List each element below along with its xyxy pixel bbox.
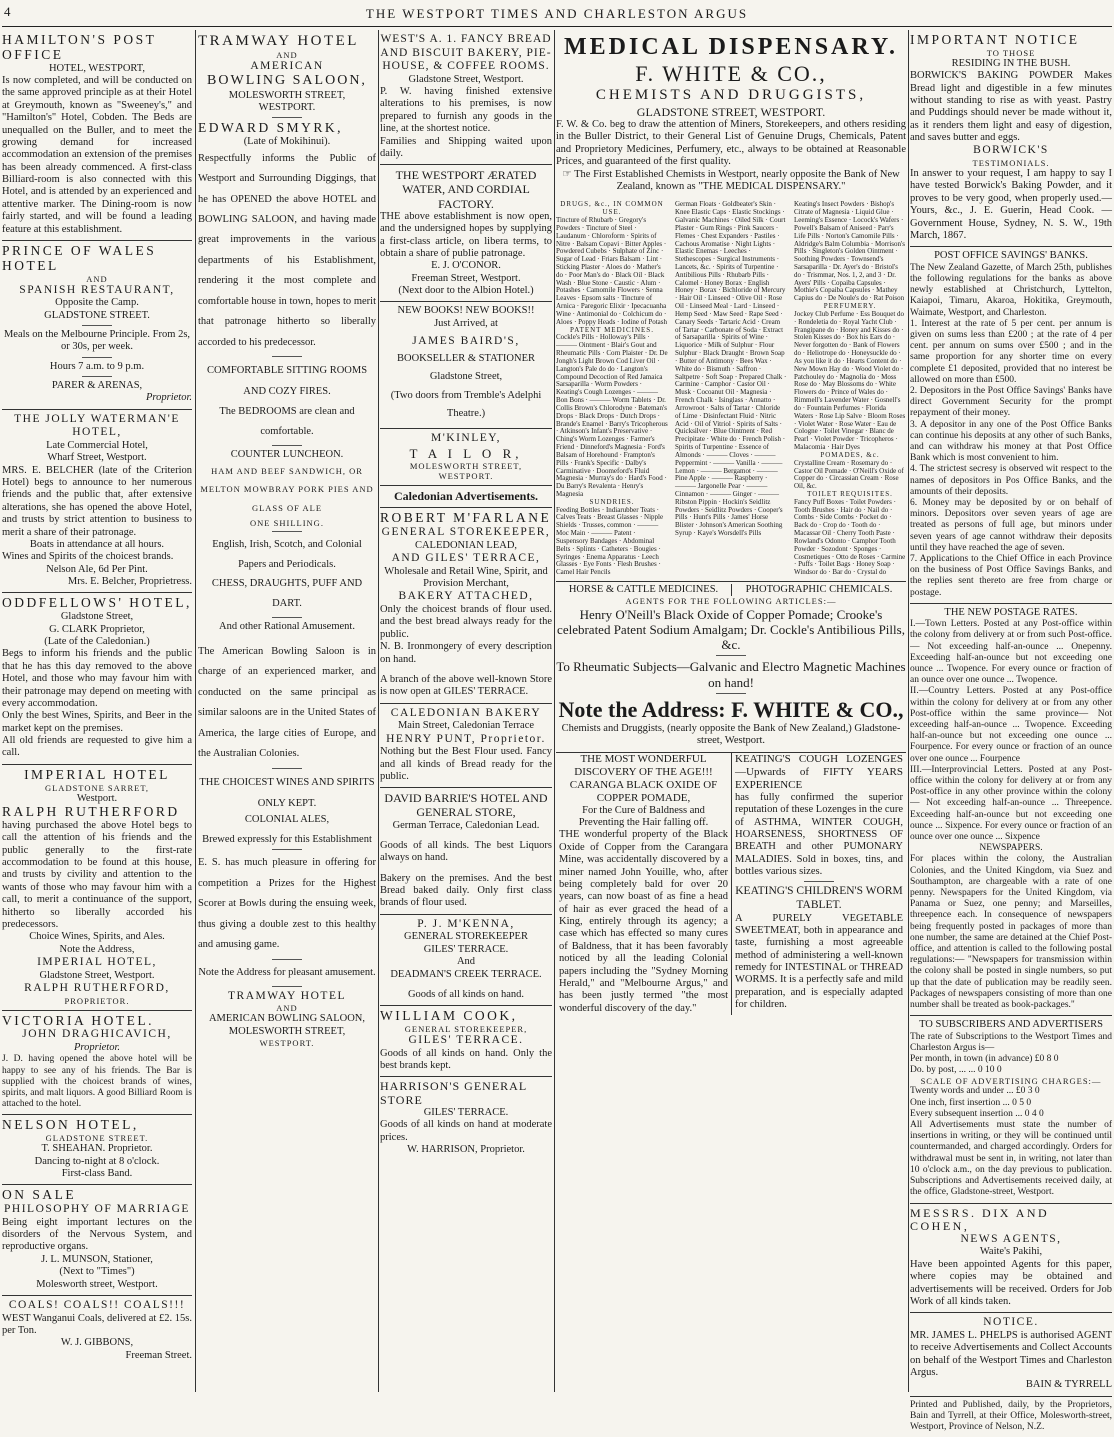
ad-body: MRS. E. BELCHER (late of the Criterion Hotel) begs to announce to her numerous friends and the public that, after extensive alterations, she has opened the above Hotel, and trusts by strict attention to business to merit a share of their patronage. bbox=[2, 464, 192, 538]
ad-title: THE WESTPORT ÆRATED WATER, AND CORDIAL FACTORY. bbox=[395, 168, 537, 211]
ad-line: Gladstone Street, Westport. bbox=[39, 969, 155, 981]
ad-title: ODDFELLOWS' HOTEL, bbox=[2, 595, 192, 611]
ad-title: ROBERT M'FARLANE bbox=[380, 510, 552, 526]
ad-body: 6. Money may be deposited by or on behalf of minors. Depositors over seven years of age are treated as persons of full age, but minors under seven years of age cannot withdraw their deposits until they have reached the age of seven. bbox=[910, 497, 1112, 553]
column-2 bbox=[198, 30, 376, 1392]
ad-line: W. HARRISON, Proprietor. bbox=[407, 1143, 525, 1155]
ad-harrison-store bbox=[380, 1077, 552, 1160]
ad-hamilton-hotel bbox=[2, 30, 192, 241]
ad-body: Bakery on the premises. And the best Bread baked daily. Only first class brands of flour used. bbox=[380, 872, 552, 909]
ad-title: KEATING'S CHILDREN'S WORM TABLET. bbox=[735, 885, 903, 911]
ad-line: Families and Shipping waited upon daily. bbox=[380, 135, 552, 159]
ad-line: T. SHEAHAN. Proprietor. bbox=[41, 1143, 153, 1155]
drug-lists bbox=[556, 201, 906, 577]
ad-body: III.—Interprovincial Letters. Posted at any Post-office within the colony for delivery at or from any Post-office in any other province within the colony— Not exceeding half-an-ounce ... Threepence. Exceeding half-an-ounce but not exceeding one ounce ... Sixpence. For every ounce or fraction of an ounce over one ounce ... Sixpence bbox=[910, 764, 1112, 843]
ad-body: Being eight important lectures on the disorders of the Nervous System, and reproductive organs. bbox=[2, 1216, 192, 1253]
ad-line: BAKERY ATTACHED, bbox=[398, 590, 534, 603]
list-header: DRUGS, &c., IN COMMON USE. bbox=[560, 200, 664, 217]
ad-line: TESTIMONIALS. bbox=[972, 158, 1050, 169]
ad-line: Chemists and Druggists, (nearly opposite the Bank of New Zealand,) Gladstone-street, Westport. bbox=[561, 723, 901, 747]
ad-line: (Next door to the Albion Hotel.) bbox=[398, 285, 534, 297]
ad-line: NEWS AGENTS, bbox=[960, 1232, 1062, 1245]
ad-line: GLADSTONE STREET. bbox=[44, 309, 150, 321]
ad-nelson-hotel bbox=[2, 1115, 192, 1185]
ad-title: THE JOLLY WATERMAN'E HOTEL, bbox=[14, 412, 180, 439]
ad-line: GILES' TERRACE. bbox=[408, 1034, 524, 1047]
ad-line: Main Street, Caledonian Terrace bbox=[397, 720, 535, 732]
masthead: THE WESTPORT TIMES AND CHARLESTON ARGUS bbox=[365, 6, 749, 21]
ad-line: TO THOSE bbox=[986, 47, 1036, 58]
ad-title: MESSRS. DIX AND COHEN, bbox=[910, 1205, 1050, 1233]
ad-body: The rate of Subscriptions to the Westport Times and Charleston Argus is— bbox=[910, 1031, 1112, 1053]
divider bbox=[272, 849, 302, 850]
ad-line: TRAMWAY HOTEL bbox=[228, 989, 346, 1002]
ad-line: Freeman Street. bbox=[125, 1349, 192, 1361]
list-items: Crystalline Cream · Rosemary do · Castor Oil Pomade · O'Neill's Oxide of Copper do · Circassian Cream · Rose Oil, &c. bbox=[794, 458, 904, 491]
section-header: Caledonian Advertisements. bbox=[394, 489, 538, 504]
ad-body: WEST Wanganui Coals, delivered at £2. 15s. per Ton. bbox=[2, 1312, 192, 1336]
ad-line: THE CHOICEST WINES AND SPIRITS ONLY KEPT. bbox=[199, 776, 375, 809]
ad-line: Gladstone Street, bbox=[429, 370, 503, 382]
ad-line bbox=[556, 169, 906, 194]
ad-line: Westport. bbox=[76, 792, 118, 804]
ad-line: AGENTS FOR THE FOLLOWING ARTICLES:— bbox=[625, 596, 837, 607]
list-items: Feeding Bottles · Indiarubber Teats · Calves Teats · Breast Glasses · Nipple Shields · Trusses, common · ——— Moc Main · ——— Patent · Suspensory Bandages · Abdominal Belts · Splints · Catheters · Bougies · Syringes · Enema Apparatus · Leech Glasses · Eye Fonts · Flesh Brushes · Camel Hair Pencils bbox=[556, 505, 664, 577]
page-number: 4 bbox=[4, 4, 11, 19]
ad-line: AMERICAN BOWLING SALOON, bbox=[208, 1013, 366, 1025]
divider bbox=[82, 325, 112, 326]
ad-line: Brewed expressly for this Establishment bbox=[202, 833, 372, 845]
ad-savings-banks bbox=[910, 247, 1112, 603]
ad-line: First-class Band. bbox=[61, 1167, 133, 1179]
divider bbox=[272, 531, 302, 532]
ad-proprietor: JOHN DRAGHICAVICH, bbox=[22, 1028, 172, 1041]
ad-title: CALEDONIAN BAKERY bbox=[390, 706, 542, 719]
ad-body: 3. A depositor in any one of the Post Office Banks can continue his deposits at any other of such Banks, and can withdraw his money at that Post Office Bank which is most convenient to him. bbox=[910, 419, 1112, 464]
ad-body: having purchased the above Hotel begs to call the attention of his friends and the public generally to the first-rate accommodation to be found at this house, and trusts by civility and attention to the wants of those who may favour him with a call, to merit a continuance of the support, hitherto so liberally accorded his predecessors. bbox=[2, 819, 192, 930]
ad-body: 4. The strictest secresy is observed wit respect to the names of depositors in Pos Office Banks, and the amounts of their deposits. bbox=[910, 464, 1112, 497]
ad-title: WILLIAM COOK, bbox=[380, 1008, 518, 1024]
ad-line: Choice Wines, Spirits, and Ales. bbox=[29, 931, 165, 943]
ad-on-sale bbox=[2, 1185, 192, 1296]
ad-line: GILES' TERRACE. bbox=[423, 1106, 509, 1118]
ad-body: All Advertisements must state the number of insertions in writing, or they will be continued until countermanded, and charged accordingly. Orders for withdrawal must be sent in, in writing, not later than 10 o'clock a.m., on the day previous to publication. Subscriptions and Advertisements received daily, at the office, Gladstone-street, Westport. bbox=[910, 1120, 1112, 1198]
ad-line: Dancing to-night at 8 o'clock. bbox=[34, 1155, 160, 1167]
ad-line: PROPRIETOR. bbox=[64, 995, 130, 1006]
ad-title: MEDICAL DISPENSARY. bbox=[564, 34, 898, 60]
ad-line: Only the best Wines, Spirits, and Beer in the market kept on the premises. bbox=[2, 710, 192, 734]
ad-oddfellows-hotel bbox=[2, 593, 192, 764]
ad-line: MOLESWORTH STREET, bbox=[228, 89, 346, 101]
ad-body: The New Zealand Gazette, of March 25th, publishes the following regulations for the banks as above newly established at Christchurch, Lyttelton, Kaiapoi, Timaru, Akaroa, Hokitika, Greymouth, Waimate, Westport, and Charleston. bbox=[910, 262, 1112, 318]
ad-body: In answer to your request, I am happy to say I have tested Borwick's Baking Powder, and it proves to be very good, when properly used.—Yours, &c., J. E. Guerin, Head Cook. —Government House, Sydney, N. S. W., 19th March, 1867. bbox=[910, 168, 1112, 241]
ad-line: GLADSTONE SARRET, bbox=[44, 782, 150, 793]
ad-title: DAVID BARRIE'S HOTEL AND GENERAL STORE, bbox=[384, 791, 548, 820]
ad-title: WEST'S A. 1. FANCY BREAD AND BISCUIT BAKERY, PIE-HOUSE, & COFFEE ROOMS. bbox=[380, 33, 552, 73]
list-header: TOILET REQUISITES. bbox=[807, 490, 893, 498]
ad-keating bbox=[731, 753, 906, 1015]
list-header: PERFUMERY. bbox=[823, 302, 877, 311]
pointing-hand-icon: ☞ bbox=[562, 168, 572, 180]
ad-body: Goods of all kinds on hand. Only the best brands kept. bbox=[380, 1047, 552, 1072]
divider bbox=[82, 376, 112, 377]
ad-title: TO SUBSCRIBERS AND ADVERTISERS bbox=[919, 1019, 1103, 1031]
imprint-text: Printed and Published, daily, by the Proprietors, Bain and Tyrrell, at their Office, Molesworth-street, Westport, Province of Nelson, N.Z. bbox=[910, 1399, 1112, 1433]
ad-line: G. CLARK Proprietor, bbox=[49, 623, 145, 635]
ad-line: JAMES BAIRD'S, bbox=[412, 335, 520, 348]
rate-row: Twenty words and under ... £0 3 0 bbox=[910, 1086, 1040, 1097]
ad-body: P. W. having finished extensive alterations to his premises, is now prepared to furnish any goods in the line, at the shortest notice. bbox=[380, 86, 552, 135]
ad-line: WESTPORT. bbox=[438, 471, 494, 482]
ad-body: BORWICK'S BAKING POWDER Makes Bread light and digestible in a few minutes without standing to rise as with yeast. Pastry and Puddings should never be made without it, as it renders them light and easy of digestion, and saves butter and eggs. bbox=[910, 70, 1112, 144]
column-4 bbox=[556, 30, 906, 1392]
list-items: Keating's Insect Powders · Bishop's Citrate of Magnesia · Liquid Glue · Leeming's Essence · Locock's Wafers · Powell's Balsam of Aniseed · Parr's Life Pills · Norton's Camomile Pills · Aldridge's Balm Columbia · Morrison's Pills · Singleton's Golden Ointment · Soothing Powders · Townsend's Sarsaparilla · Dr. Ayer's do · Bristol's do · Trismmar, Nos. 1, 2, and 3 · Dr. Ayers' Pills · Copaiba Capsules · Mothie's Copaiba Capsules · Mathey Capius do · De Noule's do · Rat Poison bbox=[794, 200, 906, 303]
rate-row: Do. by post, ... ... 0 10 0 bbox=[910, 1065, 1002, 1076]
ad-line: HAM AND BEEF SANDWICH, OR MELTON MOWBRAY PORK PIES AND GLASS OF ALE bbox=[200, 465, 374, 513]
ad-new-books bbox=[380, 302, 552, 429]
ad-title: P. J. M'KENNA, bbox=[417, 917, 515, 930]
ad-line: BORWICK'S bbox=[973, 144, 1049, 157]
ad-body: MR. JAMES L. PHELPS is authorised AGENT to receive Advertisements and Collect Accounts on behalf of the Westport Times and Charleston Argus. bbox=[910, 1329, 1112, 1378]
ad-body: For places within the colony, the Australian Colonies, and the United Kingdom, via Suez and Southampton, are chargeable with a rate of one penny. Newspapers for the United Kingdom, via Panama or Suez, one penny; and Marseilles, threepence each. In consequence of newspapers being frequently posted in packages of more than one number, the same are detained at the Chief Post-office, and attention is called to the following postal regulations:— "Newspapers for transmission within the colony shall be posted in single numbers, so put up that the date of publication may be readily seen. Packages of newspapers consisting of more than one number shall be treated as book-packages." bbox=[910, 854, 1112, 1011]
list-items: Tincture of Rhubarb · Gregory's Powders · Tincture of Steel · Laudanum · Chloroform · Spirits of Nitre · Balsam Copavi · Bitter Apples · Powdered Cubebs · Sulphate of Zinc · Sugar of Lead · Friars Balsam · Lint · Sticking Plaster · Aloes do · Mather's do · Poor Man's do · Black Oil · Black Wash · Blue Stone · Caustic · Alum · Potashes · Camomile Flowers · Senna Leaves · Epsom salts · Tincture of Arnica · Paregoric Elixir · Ipecacuanha Wine · Antimonial do · Colchicum do · Aloes · Poppy Heads · Iodine of Potash bbox=[556, 216, 668, 326]
ad-body: Nothing but the Best Flour used. Fancy and all kinds of Bread ready for the public. bbox=[380, 746, 552, 782]
ad-line: Note the Address: F. WHITE & CO., bbox=[558, 697, 904, 723]
ad-line: WESTPORT. bbox=[259, 1037, 315, 1048]
ad-line: GLADSTONE STREET, WESTPORT. bbox=[636, 104, 826, 119]
imprint bbox=[910, 1397, 1112, 1437]
ad-line: Proprietor. bbox=[146, 392, 192, 404]
ad-line: E. J. O'CONOR. bbox=[431, 260, 501, 272]
ad-medical-dispensary bbox=[556, 30, 906, 753]
caledonian-header bbox=[380, 486, 552, 508]
medicine-footer-row bbox=[556, 581, 906, 596]
ad-title: VICTORIA HOTEL. bbox=[2, 1012, 154, 1028]
ad-line: (Late of the Caledonian.) bbox=[44, 636, 150, 648]
column-divider bbox=[378, 30, 379, 1392]
ad-line: The BEDROOMS are clean and comfortable. bbox=[219, 406, 355, 438]
ad-title: NEW BOOKS! NEW BOOKS!! bbox=[397, 305, 535, 317]
ad-david-barrie bbox=[380, 788, 552, 915]
ad-coals bbox=[2, 1296, 192, 1366]
ad-line: MOLESWORTH STREET, bbox=[228, 1025, 346, 1037]
ad-body: Goods of all kinds. The best Liquors always on hand. bbox=[380, 839, 552, 864]
ad-line: GILES' TERRACE. bbox=[423, 943, 509, 955]
ad-text: The First Established Chemists in Westport, nearly opposite the Bank of New Zealand, known as "THE MEDICAL DISPENSARY." bbox=[574, 168, 900, 192]
ad-line: GENERAL STOREKEEPER, bbox=[404, 1024, 528, 1035]
ad-subscribers bbox=[910, 1016, 1112, 1203]
divider bbox=[272, 768, 302, 769]
ad-line: Wines and Spirits of the choicest brands. bbox=[2, 551, 174, 563]
list-items: Cockle's Pills · Holloway's Pills · ——— Ointment · Blair's Gout and Rheumatic Pills · Corn Plaister · Dr. De Jongh's Light Brown Cod Liver Oil · Langton's Pale do do · Langton's Compound Decoction of Red Jamaica Sarsaparilla · Worm Powders · Keating's Cough Lozenges · ——— Bon Bons · ——— Worm Tablets · Dr. Collis Brown's Chlorodyne · Bateman's Drops · Black Drops · Dutch Drops · Brande's Enamel · Barry's Tricopherous · Atkinson's Infant's Preservative · Ching's Worm Lozenges · Farmer's Friend · Dinneford's Magnesia · Ford's Balsam of Horehound · Frampton's Pills · Frank's Specific · Dalby's Carminative · Doomeford's Fluid Magnesia · Murray's do · Hard's Food · Du Barry's Revalenta · Henry's Magnesia bbox=[556, 333, 668, 498]
ad-line: Gladstone Street, bbox=[60, 611, 134, 623]
ad-line: CHEMISTS AND DRUGGISTS, bbox=[595, 87, 867, 104]
divider bbox=[272, 986, 302, 987]
ad-line: T A I L O R, bbox=[409, 445, 523, 461]
ad-line: RALPH RUTHERFORD, bbox=[24, 981, 170, 994]
ad-imperial-hotel bbox=[2, 765, 192, 1011]
ad-line: PHOTOGRAPHIC CHEMICALS. bbox=[731, 584, 906, 596]
ad-body: 2. Depositors in the Post Office Savings' Banks have direct Government Security for the prompt repayment of their money. bbox=[910, 385, 1112, 419]
column-divider bbox=[908, 30, 909, 1392]
ad-postage-rates bbox=[910, 604, 1112, 1016]
ad-title: THE NEW POSTAGE RATES. bbox=[944, 606, 1078, 618]
ad-body: Only the choicest brands of flour used. and the best bread always ready for the public. bbox=[380, 604, 552, 640]
ad-body: Goods of all kinds on hand at moderate prices. bbox=[380, 1119, 552, 1143]
ad-title: POST OFFICE SAVINGS' BANKS. bbox=[934, 250, 1088, 262]
divider bbox=[272, 445, 302, 446]
drug-list-left bbox=[556, 201, 668, 577]
ad-notice-phelps bbox=[910, 1313, 1112, 1396]
ad-line: COLONIAL ALES, bbox=[244, 813, 330, 825]
ad-line: SCALE OF ADVERTISING CHARGES:— bbox=[920, 1076, 1102, 1087]
drug-list-middle bbox=[675, 201, 787, 577]
ad-line: Wharf Street, Westport. bbox=[47, 452, 147, 464]
ad-proprietor: PARER & ARENAS, bbox=[51, 380, 143, 392]
column-1 bbox=[2, 30, 192, 1392]
ad-line: Goods of all kinds on hand. bbox=[407, 988, 525, 1000]
ad-body: E. S. has much pleasure in offering for competition a Prizes for the Highest Scorer at Bowls during the ensuing week, thus giving a double zest to this healthy and amusing game. bbox=[198, 857, 376, 951]
ad-line: Hours 7 a.m. to 9 p.m. bbox=[49, 360, 145, 372]
ad-line: ONE SHILLING. bbox=[250, 517, 324, 528]
ad-line: AMERICAN bbox=[250, 59, 324, 72]
divider bbox=[272, 617, 302, 618]
ad-title: IMPERIAL HOTEL bbox=[24, 766, 170, 782]
drug-list-right bbox=[794, 201, 906, 577]
ad-line: Meals on the Melbourne Principle. From 2s, or 30s, per week. bbox=[3, 328, 191, 353]
ad-signature: Mrs. E. Belcher, Proprietress. bbox=[67, 576, 192, 588]
ad-line: English, Irish, Scotch, and Colonial Papers and Periodicals. bbox=[212, 538, 362, 570]
ad-line: N. B. Ironmongery of every description on hand. bbox=[380, 641, 552, 665]
ad-body: The American Bowling Saloon is in charge of an experienced marker, and conducted on the same principal as similar saloons are in the United States of America, the large cities of Europe, and the Australian Colonies. bbox=[198, 645, 376, 760]
list-items: German Floats · Goldbeater's Skin · Knee Elastic Caps · Elastic Stockings · Galvanic Machines · Oiled Silk · Court Plaster · Gum Rings · Pink Saucers · Flemes · Chest Expanders · Pastiles · Cachous Aromatise · Night Lights · Elastic Enemas · Leeches · Stethescopes · Surgical Instruments · Lancets, &c. · Spirits of Turpentine · Antibilious Pills · Rhubarb Pills · Calomel · Honey Borax · English Honey · Borax · Bichloride of Mercury · Hair Oil · Linseed · Olive Oil · Rose Oil · Linseed Meal · Lard · Linseed · Hemp Seed · Maw Seed · Rape Seed · Canary Seeds · Tartaric Acid · Cream of Tartar · Carbonate of Soda · Extract of Sarsaparilla · Spirits of Wine · Liquorice · Milk of Sulphur · Flour Sulphur · Black Draught · Brown Soap · Butter of Antimony · Bees Wax · White do · Bismuth · Saffron · Saltpetre · Soft Soap · Prepared Chalk · Carmine · Camphor · Castor Oil · Musk · Cocoanut Oil · Magnesia · French Chalk · Isinglass · Annatto · Arrowroot · Salts of Tartar · Chloride of Lime · Disinfectant Fluid · Nitric Acid · Oil of Vitriol · Spirits of Salts · Quicksilver · Blue Ointment · Red Precipitate · White do · French Polish · Spirits of Turpentine · Essence of Almonds · ——— Cloves · ——— Peppermint · ——— Vanilla · ——— Lemon · ——— Bergamot · ——— Pine Apple · ——— Raspberry · ——— Jargonelle Pear · ——— Cinnamon · ——— Ginger · ——— Ribston Pippin · Hockin's Seidlitz Powders · Seidlitz Powders · Cooper's Pills · Hunt's Pills · James' Horse Blister · Johnson's American Soothing Syrup · Kaye's Worsdell's Pills bbox=[675, 200, 787, 538]
ad-caledonian-bakery bbox=[380, 704, 552, 789]
ad-line: BOOKSELLER & STATIONER bbox=[397, 353, 535, 365]
ad-title: M'KINLEY, bbox=[431, 432, 501, 445]
ad-aerated-water bbox=[380, 165, 552, 302]
ad-body: Henry O'Neill's Black Oxide of Copper Pomade; Crooke's celebrated Patent Sodium Amalgam; Dr. Cockle's Antibilious Pills, &c. bbox=[557, 606, 905, 653]
ad-title: THE MOST WONDERFUL DISCOVERY OF THE AGE!!! CARANGA BLACK OXIDE OF COPPER POMADE, bbox=[569, 752, 718, 804]
ad-line: Note the Address, bbox=[59, 943, 135, 955]
ad-title: HAMILTON'S POST OFFICE bbox=[2, 32, 157, 62]
ad-line: J. L. MUNSON, Stationer, bbox=[41, 1253, 153, 1265]
ad-line: (Next to "Times") bbox=[59, 1266, 135, 1278]
ad-dix-cohen bbox=[910, 1204, 1112, 1314]
ad-robert-mfarlane bbox=[380, 508, 552, 703]
column-divider bbox=[554, 30, 555, 1392]
divider bbox=[804, 881, 834, 882]
column-3 bbox=[380, 30, 552, 1392]
ad-line: RESIDING IN THE BUSH. bbox=[951, 57, 1071, 69]
ad-line: (Two doors from Tremble's Adelphi Theatre.) bbox=[390, 389, 542, 420]
list-header: SUNDRIES. bbox=[589, 497, 635, 506]
ad-body: I.—Town Letters. Posted at any Post-office within the colony from delivery at or from such Post-office.— Not exceeding half-an-ounce ... Onepenny. Exceeding half-an-ounce but not exceeding one ounce ... Twopence. For every ounce or fraction of an ounce over one ounce ... Twopence. bbox=[910, 619, 1112, 686]
ad-william-cook bbox=[380, 1006, 552, 1077]
ad-line: GENERAL STOREKEEPER bbox=[404, 931, 528, 943]
ad-line: (Late of Mokihinui). bbox=[243, 136, 331, 148]
divider bbox=[82, 357, 112, 358]
ad-subtitle: SPANISH RESTAURANT, bbox=[19, 283, 175, 296]
ad-victoria-hotel bbox=[2, 1011, 192, 1116]
ad-body: Have been appointed Agents for this paper, where copies may be obtained and advertisements will be received. Orders for Job Work of all kinds taken. bbox=[910, 1258, 1112, 1307]
ad-body: II.—Country Letters. Posted at any Post-office within the colony for delivery at or from any other Post-office within the same province— Not exceeding half-an-ounce ... Twopence. Exceeding half-an-ounce but not exceeding one ounce ... Fourpence. For every ounce or fraction of an ounce over one ounce ... Fourpence bbox=[910, 686, 1112, 764]
ad-subtitle: NEWSPAPERS. bbox=[979, 843, 1043, 854]
ad-west-bakery bbox=[380, 30, 552, 165]
ad-subtitle: BOWLING SALOON, bbox=[207, 73, 367, 89]
masthead-rule bbox=[2, 26, 1112, 27]
ad-line: Nelson Ale, 6d Per Pint. bbox=[46, 563, 148, 575]
ad-line: CALEDONIAN LEAD, bbox=[414, 539, 518, 551]
ad-body: 7. Applications to the Chief Office in each Province on the business of Post Office Savings Banks, and the replies sent thereto are free from charge or postage. bbox=[910, 553, 1112, 598]
ad-line: And bbox=[456, 956, 476, 968]
divider bbox=[716, 693, 746, 694]
ad-line: GLADSTONE STREET. bbox=[45, 1133, 149, 1144]
ad-line: Late Commercial Hotel, bbox=[46, 439, 148, 451]
ad-body: A PURELY VEGETABLE SWEETMEAT, both in appearance and taste, furnishing a most agreeable method of administering a well-known remedy for INTESTINAL or THREAD WORMS. It is a perfectly safe and mild preparation, and is especially adapted for children. bbox=[735, 912, 903, 1011]
ad-proprietor: RALPH RUTHERFORD bbox=[2, 804, 180, 820]
ad-prince-of-wales bbox=[2, 241, 192, 410]
ad-line: DEADMAN'S CREEK TERRACE. bbox=[390, 968, 542, 980]
ad-line: Freeman Street, Westport. bbox=[411, 272, 521, 284]
ad-signature: BAIN & TYRRELL bbox=[1025, 1379, 1112, 1391]
ad-proprietor: EDWARD SMYRK, bbox=[198, 120, 344, 136]
ad-line: IMPERIAL HOTEL, bbox=[37, 956, 157, 968]
ad-title: KEATING'S COUGH LOZENGES —Upwards of FIFTY YEARS EXPERIENCE bbox=[735, 752, 903, 791]
ad-body: 1. Interest at the rate of 5 per cent. per annum is given on sums less than £200 ; at the rate of 4 per cent. per annum on sums over £500 ; and in the same proportion for any shorter time on every complete £1 deposited, provided that no interest be allowed on more than £500. bbox=[910, 318, 1112, 385]
divider bbox=[272, 959, 302, 960]
ad-line: Boats in attendance at all hours. bbox=[29, 538, 165, 550]
divider bbox=[272, 356, 302, 357]
ad-subtitle: HOTEL, WESTPORT, bbox=[48, 62, 146, 74]
rate-row: One inch, first insertion ... 0 5 0 bbox=[910, 1097, 1032, 1108]
ad-body: F. W. & Co. beg to draw the attention of Miners, Storekeepers, and others residing in the Buller District, to their General List of Genuine Drugs, Chemicals, Patent and Proprietory Medicines, Perfumery, etc., always to be obtained at Reasonable Prices, and guaranteed of the first quality. bbox=[556, 119, 906, 168]
ad-line: WESTPORT. bbox=[258, 101, 316, 113]
ad-body: has fully confirmed the superior reputation of these Lozenges in the cure of ASTHMA, WINTER COUGH, HOARSENESS, SHORTNESS OF BREATH and other PUMONARY MALADIES. Sold in boxes, tins, and bottles various sizes. bbox=[735, 791, 903, 877]
ad-title: PRINCE OF WALES HOTEL bbox=[2, 242, 157, 273]
ad-line: Opposite the Camp. bbox=[55, 297, 139, 309]
column-5 bbox=[910, 30, 1112, 1433]
ad-line: GENERAL STOREKEEPER, bbox=[381, 526, 551, 539]
list-items: Jockey Club Perfume · Ess Bouquet do · Rondeletia do · Royal Yacht Club · Frangipane do · Honey and Kisses do · Stolen Kisses do · Box his Ears do · Never forgotten do · Bank of Flowers do · Heliotrope do · Honeysuckle do · As you like it do · Hearts Content do · New Mown Hay do · Wood Violet do · Patchouley do · Magnolia do · Moss Rose do · May Blossoms do · White Flowers do · Prince of Wales do · Rimmell's Lavender Water · Gosnell's do · Fountain Perfumes · Florida Waters · Rose Lip Salve · Bloom Roses · Violet Water · Rose Water · Eau de Cologne · Toilet Vinegar · Blanc de Pearl · Violet Powder · Tricopheros · Malacomia · Hair Dyes bbox=[794, 309, 906, 452]
ad-line: AND bbox=[86, 273, 108, 284]
ad-body: Is now completed, and will be conducted on the same approved principle as at their Hotel at Greymouth, known as "Sweeney's," and "Hamilton's" Hotel, Cobden. The Beds are unequalled on the Buller, and to meet the growing demand for increased accommodation an extension of the premises has been already commenced. A first-class Billiard-room is also connected with this Hotel, and is attended by an experienced and attentive marker. The Dining-room is now fairly started, and will be found a leading feature at this establishment. bbox=[2, 75, 192, 235]
divider bbox=[716, 655, 746, 656]
list-header: PATENT MEDICINES. bbox=[570, 325, 654, 334]
ad-line: To Rheumatic Subjects—Galvanic and Electro Magnetic Machines on hand! bbox=[556, 659, 906, 690]
ad-line: Wholesale and Retail Wine, Spirit, and Provision Merchant, bbox=[384, 565, 548, 590]
ad-subtitle: PHILOSOPHY OF MARRIAGE bbox=[4, 1203, 190, 1216]
ad-body: Respectfully informs the Public of Westport and Surrounding Diggings, that he has OPENED the above HOTEL and BOWLING SALOON, and having made great improvements in the various departments of his Establishment, rendering it the most complete and comfortable house in town, hopes to merit that patronage hitherto so liberally accorded to his predecessor. bbox=[198, 152, 376, 348]
ad-line: AND bbox=[276, 49, 298, 60]
ad-subtitle: F. WHITE & CO., bbox=[635, 61, 827, 87]
ad-line: All old friends are requested to give him a call. bbox=[2, 735, 192, 759]
ad-pj-mkenna bbox=[380, 915, 552, 1006]
ad-body: Begs to inform his friends and the public that he has this day removed to the above Hotel, and those who may favour him with their patronage may depend on meeting with every accommodation. bbox=[2, 648, 192, 709]
ad-title: NELSON HOTEL, bbox=[2, 1117, 139, 1133]
ad-title: NOTICE. bbox=[983, 1316, 1039, 1329]
ad-line: AND bbox=[276, 1003, 298, 1014]
ad-line: COUNTER LUNCHEON. bbox=[230, 449, 344, 461]
list-items: Fancy Puff Boxes · Toilet Powders · Tooth Brushes · Hair do · Nail do · Combs · Side Combs · Pocket do · Back do · Crop do · Tooth do · Macassar Oil · Cherry Tooth Paste · Rowland's Odonto · Camphor Tooth Powder · Sozodont · Sponges · Cosmetiques · Otto de Roses · Carmine · Puffs · Toilet Bags · Honey Soap · Windsor do · Bar do · Crystal do bbox=[794, 497, 906, 577]
ad-body: THE above establishment is now open, and the undersigned hopes by supplying a first-class article, on libera terms, to obtain a share of publie patronage. bbox=[380, 210, 552, 259]
bottom-ads-row bbox=[556, 753, 906, 1015]
ad-title: HARRISON'S GENERAL STORE bbox=[380, 1079, 527, 1107]
ad-line: Just Arrived, at bbox=[434, 317, 498, 329]
ad-line: Waite's Pakihi, bbox=[979, 1246, 1043, 1258]
ad-line: Proprietor. bbox=[74, 1041, 120, 1053]
ad-line: MOLESWORTH STREET, bbox=[409, 461, 523, 472]
ad-line: HORSE & CATTLE MEDICINES. bbox=[568, 584, 719, 596]
ad-title: COALS! COALS!! COALS!!! bbox=[8, 1298, 186, 1311]
ad-body: J. D. having opened the above hotel will be happy to see any of his friends. The Bar is supplied with the choicest brands of wines, spirits, and malt liquors. A good Billiard Room is attached to the hotel. bbox=[2, 1054, 192, 1110]
ad-title: TRAMWAY HOTEL bbox=[198, 33, 359, 49]
rate-row: Every subsequent insertion ... 0 4 0 bbox=[910, 1108, 1044, 1119]
ad-important-notice bbox=[910, 30, 1112, 247]
ad-line: And other Rational Amusement. bbox=[219, 621, 355, 633]
ad-caranga-pomade bbox=[556, 753, 731, 1015]
ad-line: Molesworth street, Westport. bbox=[36, 1278, 158, 1290]
ad-line: W. J. GIBBONS, bbox=[60, 1337, 134, 1349]
ad-line: Note the Address for pleasant amusement. bbox=[198, 966, 376, 978]
ad-line: German Terrace, Caledonian Lead. bbox=[392, 819, 540, 831]
column-divider bbox=[195, 30, 196, 1392]
rate-row: Per month, in town (in advance) £0 8 0 bbox=[910, 1054, 1059, 1065]
list-header: POMADES, &c. bbox=[820, 450, 880, 459]
ad-tramway-hotel bbox=[198, 30, 376, 1052]
ad-title: ON SALE bbox=[2, 1187, 77, 1203]
ad-line: Gladstone Street, Westport. bbox=[408, 73, 524, 85]
ad-mkinley-tailor bbox=[380, 429, 552, 486]
ad-line: A branch of the above well-known Store is now open at GILES' TERRACE. bbox=[380, 673, 552, 698]
ad-line: For the Cure of Baldness and Preventing the Hair falling off. bbox=[578, 804, 709, 829]
ad-line: COMFORTABLE SITTING ROOMS AND COZY FIRES. bbox=[206, 365, 368, 398]
ad-line: AND GILES' TERRACE, bbox=[391, 552, 541, 565]
divider bbox=[272, 117, 302, 118]
ad-line: HENRY PUNT, Proprietor. bbox=[386, 732, 546, 745]
ad-body: THE wonderful property of the Black Oxide of Copper from the Carangara Mine, was accidentally discovered by a miner named John Youille, who, after being completely bald for over 20 years, can now boast of as fine a head of hair as ever graced the head of a King, entirely through its agency; a case which has effected so many cures of Baldness, that it has been favorably noticed by all the leading Colonial papers including the "Sydney Morning Herald," and "Melbourne Argus," and has been justly termed "the most wonderful discovery of the day." bbox=[559, 829, 728, 1014]
ad-title: IMPORTANT NOTICE bbox=[910, 32, 1080, 47]
ad-line: CHESS, DRAUGHTS, PUFF AND DART. bbox=[211, 578, 363, 610]
ad-jolly-waterman bbox=[2, 410, 192, 594]
